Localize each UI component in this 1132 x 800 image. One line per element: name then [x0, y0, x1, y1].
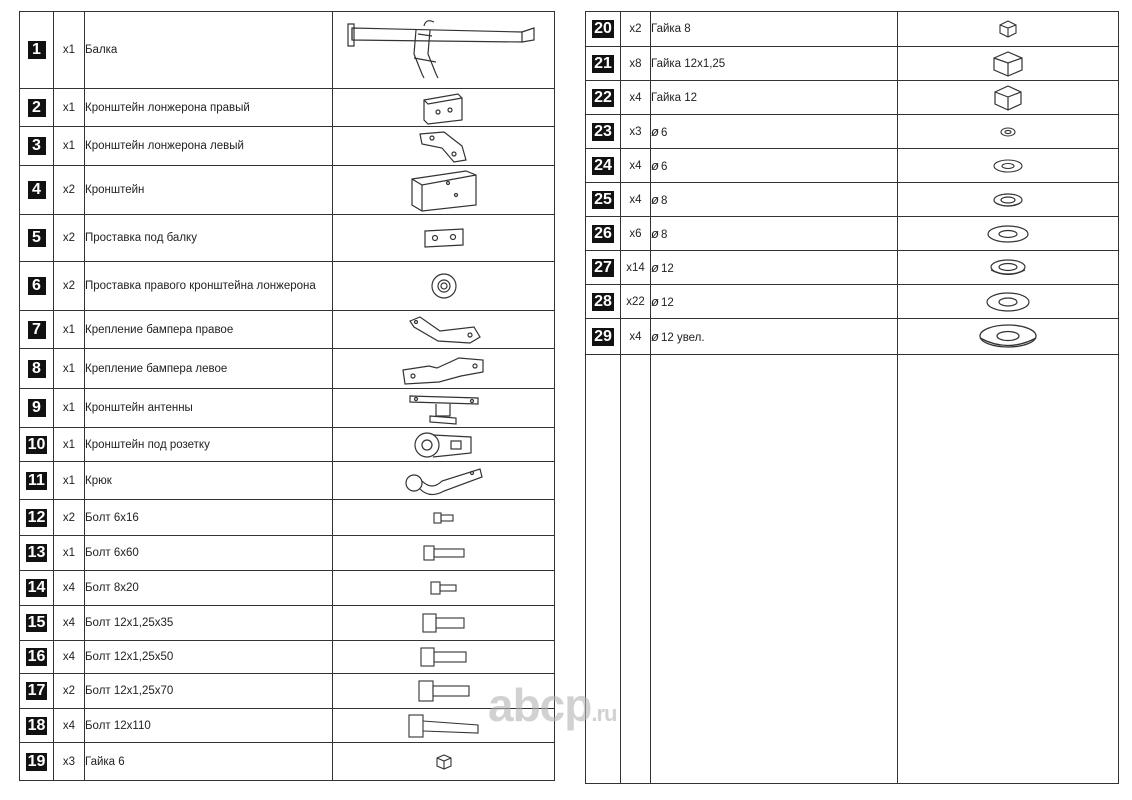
table-row	[586, 183, 1119, 217]
bracket-icon	[406, 167, 482, 213]
item-name: Кронштейн лонжерона левый	[85, 127, 333, 166]
table-row	[586, 251, 1119, 285]
item-number: 6	[28, 277, 46, 295]
tow-hook-icon	[402, 463, 486, 499]
item-name: Проставка правого кронштейна лонжерона	[85, 262, 333, 311]
table-row	[20, 127, 555, 166]
item-qty: x6	[621, 217, 651, 251]
item-number: 25	[594, 190, 612, 208]
parts-table-right	[585, 11, 1119, 784]
item-number: 28	[594, 292, 612, 310]
item-name: Крепление бампера правое	[85, 311, 333, 349]
item-name: Балка	[85, 12, 333, 89]
item-number: 5	[28, 229, 46, 247]
diameter-symbol: ø	[651, 158, 659, 173]
table-row	[20, 606, 555, 641]
item-name: Болт 8х20	[85, 571, 333, 606]
nut-icon	[993, 85, 1023, 111]
bolt-icon	[430, 580, 458, 596]
item-qty: x4	[621, 81, 651, 115]
nut-icon	[992, 51, 1024, 77]
table-row	[20, 428, 555, 462]
flat-washer-icon	[986, 224, 1030, 244]
socket-bracket-icon	[411, 429, 477, 461]
item-qty: x22	[621, 285, 651, 319]
table-row	[20, 709, 555, 743]
item-qty: x1	[54, 127, 85, 166]
item-qty: x4	[54, 641, 85, 674]
item-number: 10	[27, 435, 46, 453]
item-qty: x4	[621, 319, 651, 355]
table-row	[586, 319, 1119, 355]
item-name: Кронштейн	[85, 166, 333, 215]
item-number: 9	[28, 399, 46, 417]
empty-row	[586, 355, 1119, 784]
bolt-icon	[433, 511, 455, 525]
table-row	[586, 217, 1119, 251]
item-number: 13	[27, 544, 46, 561]
parts-table-left	[19, 11, 555, 781]
table-row	[586, 47, 1119, 81]
item-name: Болт 6х60	[85, 536, 333, 571]
item-name: Кронштейн лонжерона правый	[85, 89, 333, 127]
bolt-icon	[418, 679, 470, 703]
abcp-watermark	[488, 678, 617, 732]
table-row	[20, 641, 555, 674]
diameter-symbol: ø	[651, 124, 659, 139]
item-number: 19	[27, 752, 46, 770]
diameter-symbol: ø	[651, 329, 659, 344]
item-number: 15	[27, 614, 46, 631]
item-qty: x2	[54, 500, 85, 536]
bolt-icon	[422, 612, 466, 634]
table-row	[20, 262, 555, 311]
bumper-mount-right-icon	[404, 313, 484, 347]
diameter-symbol: ø	[651, 260, 659, 275]
item-qty: x1	[54, 89, 85, 127]
table-row	[20, 536, 555, 571]
antenna-bracket-icon	[406, 390, 482, 426]
spring-washer-icon	[992, 191, 1024, 209]
item-name: Гайка 6	[85, 743, 333, 781]
item-qty: x14	[621, 251, 651, 285]
item-number: 14	[27, 579, 46, 596]
item-qty: x3	[54, 743, 85, 781]
table-row	[20, 12, 555, 89]
item-qty: x2	[54, 166, 85, 215]
item-name: Кронштейн под розетку	[85, 428, 333, 462]
table-row	[20, 389, 555, 428]
item-qty: x1	[54, 428, 85, 462]
table-row	[20, 674, 555, 709]
table-row	[20, 349, 555, 389]
item-name: 8	[660, 229, 668, 241]
spring-washer-icon	[988, 257, 1028, 279]
large-flat-washer-icon	[978, 323, 1038, 351]
item-qty: x1	[54, 349, 85, 389]
item-number: 11	[28, 471, 45, 489]
item-qty: x2	[54, 674, 85, 709]
item-number: 12	[27, 508, 46, 526]
watermark-brand: abcp	[488, 679, 592, 731]
bumper-mount-left-icon	[399, 352, 489, 386]
table-row	[20, 166, 555, 215]
watermark-suffix: .ru	[591, 701, 617, 726]
item-number: 18	[27, 716, 46, 734]
item-name: Кронштейн антенны	[85, 389, 333, 428]
item-name: Болт 12х1,25х35	[85, 606, 333, 641]
item-qty: x2	[54, 215, 85, 262]
item-name: Проставка под балку	[85, 215, 333, 262]
beam-icon	[344, 14, 544, 86]
table-row	[20, 311, 555, 349]
table-row	[586, 12, 1119, 47]
right-bracket-icon	[414, 90, 474, 126]
item-name: Гайка 12х1,25	[651, 47, 898, 81]
item-qty: x1	[54, 311, 85, 349]
diameter-symbol: ø	[651, 294, 659, 309]
bolt-icon	[408, 713, 480, 739]
spacer-plate-icon	[419, 223, 469, 253]
item-number: 22	[594, 88, 612, 106]
item-number: 27	[594, 258, 612, 276]
flat-washer-icon	[985, 291, 1031, 313]
item-qty: x1	[54, 536, 85, 571]
bushing-icon	[427, 269, 461, 303]
item-qty: x4	[54, 709, 85, 743]
bolt-icon	[423, 543, 465, 563]
item-name: Болт 12х1,25х70	[85, 674, 333, 709]
item-qty: x2	[54, 262, 85, 311]
table-row	[20, 743, 555, 781]
table-row	[20, 500, 555, 536]
item-name: 8	[660, 195, 668, 207]
table-row	[20, 462, 555, 500]
item-number: 17	[27, 682, 46, 699]
table-row	[586, 285, 1119, 319]
nut-icon	[998, 20, 1018, 38]
item-qty: x4	[54, 606, 85, 641]
table-row	[586, 81, 1119, 115]
item-number: 2	[28, 99, 46, 117]
item-number: 3	[28, 137, 46, 155]
item-name: Болт 12х110	[85, 709, 333, 743]
item-name: 6	[660, 161, 668, 173]
item-name: Гайка 8	[651, 12, 898, 47]
item-name: 6	[660, 127, 668, 139]
item-number: 21	[594, 54, 612, 72]
left-bracket-icon	[414, 128, 474, 164]
item-number: 20	[594, 20, 612, 37]
table-row	[586, 149, 1119, 183]
diameter-symbol: ø	[651, 192, 659, 207]
item-number: 8	[28, 360, 46, 378]
item-number: 7	[28, 321, 46, 339]
item-number: 29	[594, 327, 612, 345]
item-name: 12	[660, 263, 674, 275]
item-qty: x4	[621, 149, 651, 183]
item-name: Болт 6х16	[85, 500, 333, 536]
item-number: 24	[594, 156, 612, 174]
diameter-symbol: ø	[651, 226, 659, 241]
item-number: 26	[594, 224, 612, 242]
item-number: 23	[594, 122, 612, 140]
item-qty: x1	[54, 462, 85, 500]
flat-washer-icon	[992, 158, 1024, 174]
spring-washer-icon	[999, 126, 1017, 138]
table-row	[20, 89, 555, 127]
nut-icon	[435, 754, 453, 770]
item-number: 1	[28, 41, 46, 59]
bolt-icon	[420, 646, 468, 668]
item-name: Гайка 12	[651, 81, 898, 115]
item-name: Болт 12х1,25х50	[85, 641, 333, 674]
item-number: 16	[27, 648, 46, 665]
item-qty: x4	[621, 183, 651, 217]
item-qty: x8	[621, 47, 651, 81]
item-qty: x3	[621, 115, 651, 149]
item-qty: x1	[54, 389, 85, 428]
item-qty: x1	[54, 12, 85, 89]
item-name: 12	[660, 297, 674, 309]
item-name: Крепление бампера левое	[85, 349, 333, 389]
table-row	[20, 571, 555, 606]
item-qty: x2	[621, 12, 651, 47]
item-name: 12 увел.	[660, 332, 705, 344]
table-row	[20, 215, 555, 262]
item-number: 4	[28, 181, 46, 199]
item-name: Крюк	[85, 462, 333, 500]
item-qty: x4	[54, 571, 85, 606]
table-row	[586, 115, 1119, 149]
